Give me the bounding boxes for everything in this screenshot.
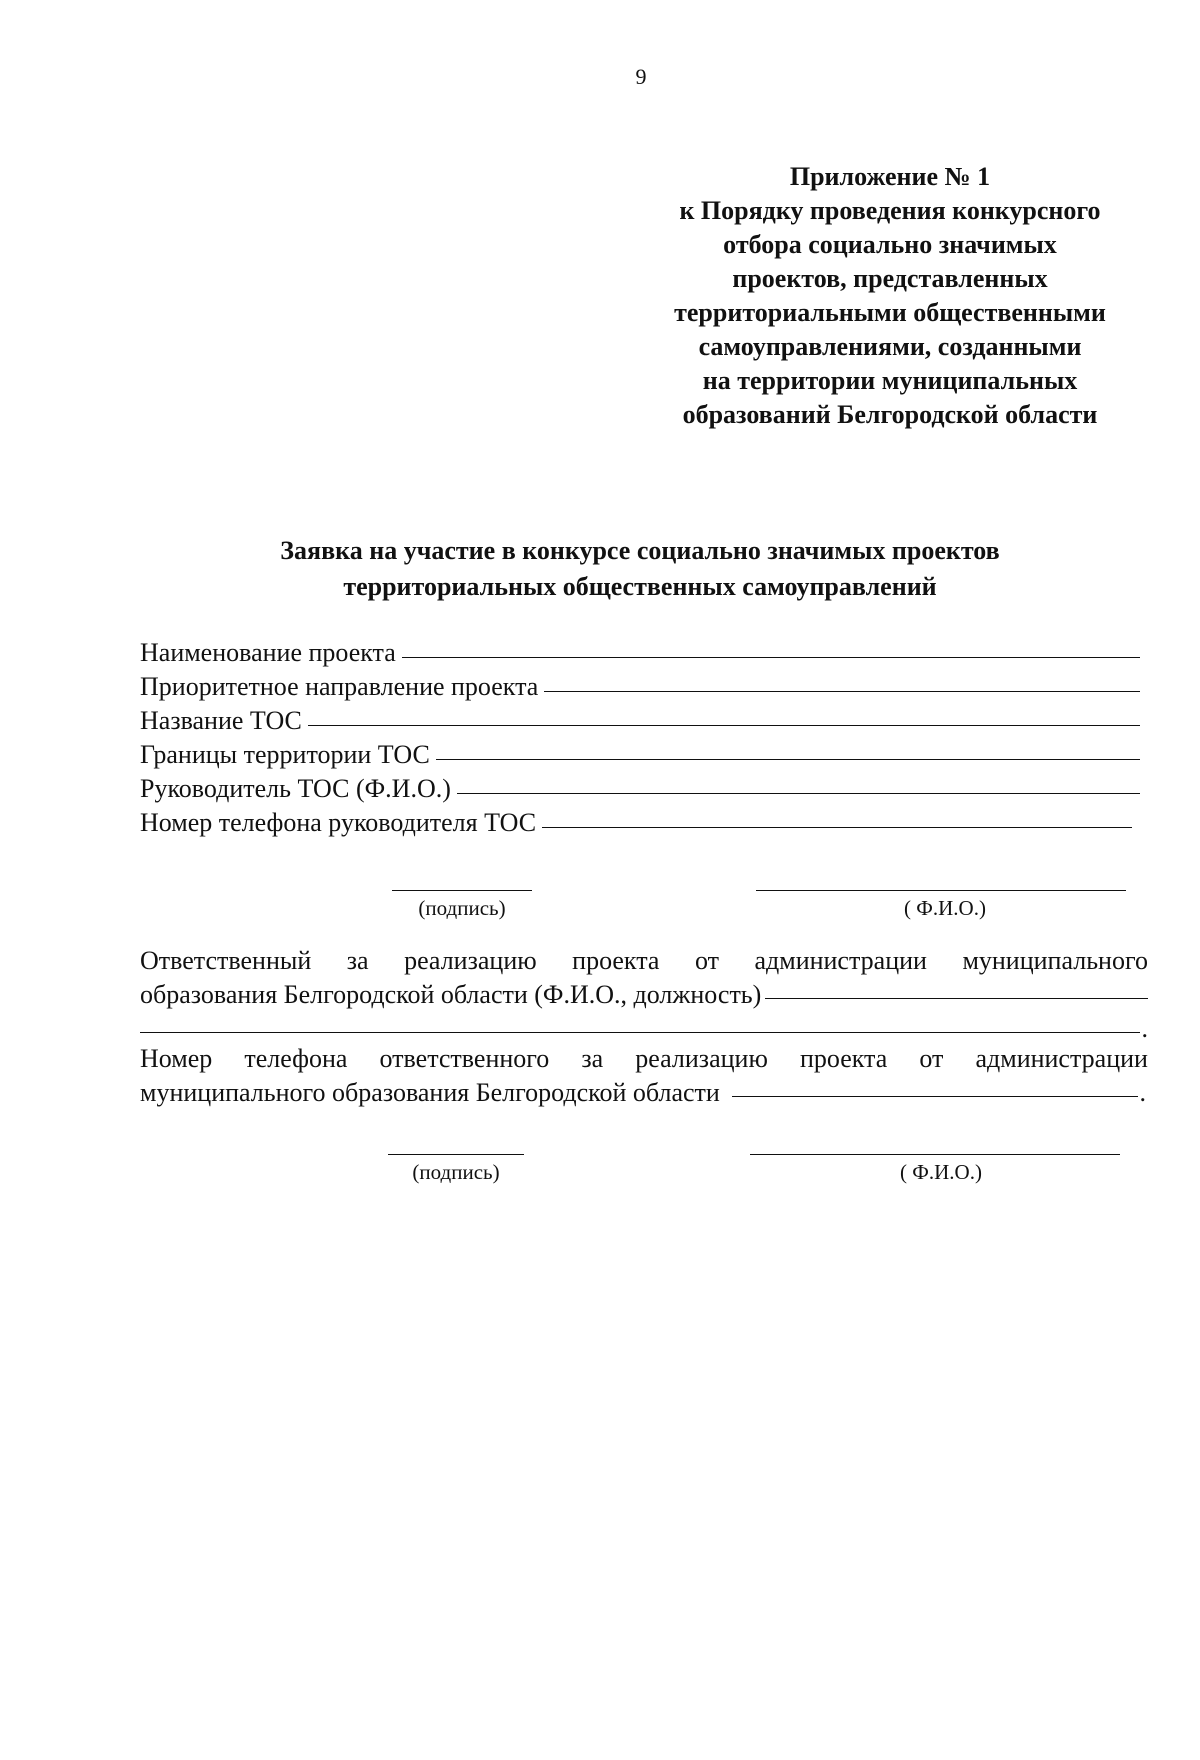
word: администрации (754, 946, 927, 975)
responsible-line-2 (140, 978, 1148, 1012)
signature-line[interactable] (392, 890, 532, 891)
responsible-phone-line-2 (140, 1076, 1148, 1110)
name-caption: ( Ф.И.О.) (900, 1160, 982, 1184)
word: телефона (244, 1044, 348, 1073)
field-label: Название ТОС (140, 706, 302, 735)
responsible-phone-label: муниципального образования Белгородской области (140, 1078, 720, 1107)
end-mark: . (1141, 1014, 1148, 1043)
appendix-line: на территории муниципальных (702, 366, 1078, 395)
field-blank-project-name[interactable] (402, 633, 1140, 658)
appendix-line: территориальными общественными (674, 298, 1106, 327)
responsible-phone-blank[interactable] (732, 1074, 1138, 1097)
word: от (694, 946, 719, 975)
responsible-line-3 (140, 1012, 1148, 1042)
name-line[interactable] (750, 1154, 1120, 1155)
field-head-phone (140, 806, 1140, 840)
field-label: Приоритетное направление проекта (140, 672, 539, 701)
word: за (346, 946, 369, 975)
responsible-phone-line-1 (140, 1042, 1148, 1076)
word: муниципального (962, 946, 1148, 975)
word: реализацию (404, 946, 537, 975)
appendix-line: проектов, представленных (732, 264, 1048, 293)
name-line[interactable] (756, 890, 1126, 891)
responsible-phone-paragraph (140, 1042, 1148, 1110)
appendix-line: образований Белгородской области (682, 400, 1098, 429)
appendix-line: отбора социально значимых (723, 230, 1057, 259)
signature-caption: (подпись) (412, 1160, 500, 1184)
appendix-line: к Порядку проведения конкурсного (679, 196, 1101, 225)
responsible-paragraph (140, 944, 1148, 1042)
form-title-line: Заявка на участие в конкурсе социально значимых проектов (280, 536, 1000, 565)
field-blank-tos-boundaries[interactable] (436, 735, 1140, 760)
word: за (581, 1044, 604, 1073)
responsible-blank-continued[interactable] (140, 1010, 1140, 1033)
end-mark: . (1139, 1078, 1146, 1107)
word: реализацию (635, 1044, 768, 1073)
field-label: Наименование проекта (140, 638, 396, 667)
word: ответственного (379, 1044, 550, 1073)
field-tos-name (140, 704, 1140, 738)
responsible-blank[interactable] (765, 976, 1148, 999)
field-priority-direction (140, 670, 1140, 704)
appendix-line: Приложение № 1 (789, 162, 991, 191)
field-blank-priority-direction[interactable] (544, 667, 1140, 692)
form-title-line: территориальных общественных самоуправлений (343, 572, 937, 601)
field-blank-tos-name[interactable] (308, 701, 1140, 726)
page-number: 9 (635, 64, 647, 89)
word: проекта (799, 1044, 888, 1073)
field-tos-head (140, 772, 1140, 806)
appendix-header (640, 160, 1140, 432)
form-title (140, 533, 1140, 605)
word: администрации (975, 1044, 1148, 1073)
signature-line[interactable] (388, 1154, 524, 1155)
name-caption: ( Ф.И.О.) (904, 896, 986, 920)
field-label: Номер телефона руководителя ТОС (140, 808, 537, 837)
field-project-name (140, 636, 1140, 670)
word: Номер (140, 1044, 213, 1073)
word: Ответственный (140, 946, 312, 975)
field-label: Границы территории ТОС (140, 740, 430, 769)
field-blank-head-phone[interactable] (542, 803, 1132, 828)
field-blank-tos-head[interactable] (457, 769, 1140, 794)
appendix-line: самоуправлениями, созданными (698, 332, 1082, 361)
word: от (919, 1044, 944, 1073)
word: проекта (572, 946, 660, 975)
field-label: Руководитель ТОС (Ф.И.О.) (140, 774, 451, 803)
field-tos-boundaries (140, 738, 1140, 772)
responsible-label: образования Белгородской области (Ф.И.О., должность) (140, 980, 762, 1009)
signature-caption: (подпись) (418, 896, 506, 920)
responsible-line-1 (140, 944, 1148, 978)
application-fields (140, 636, 1140, 840)
